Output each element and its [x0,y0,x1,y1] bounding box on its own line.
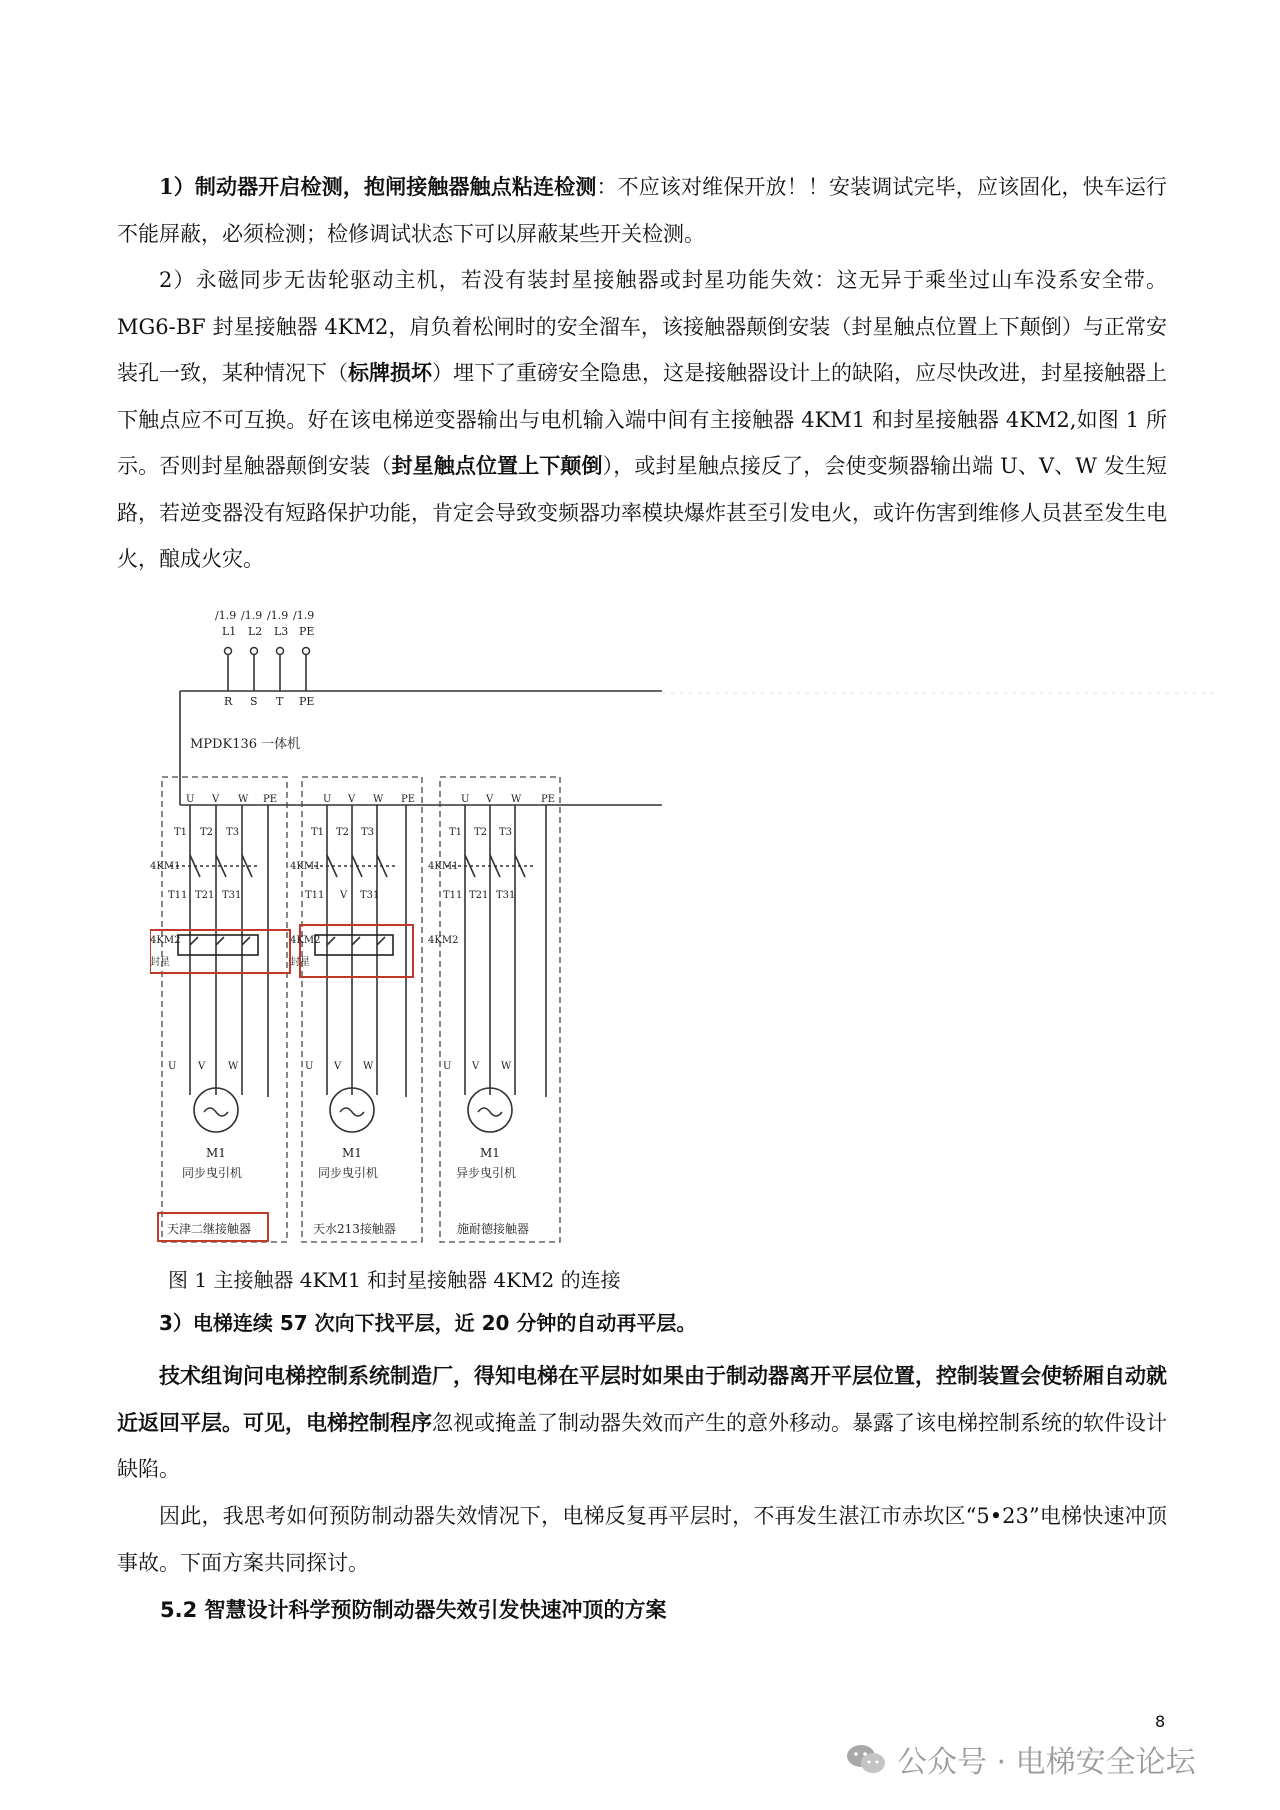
circuit-figure [150,605,1225,1255]
ref-pe: /1.9 [293,609,315,622]
term-t: T [276,695,284,708]
s3-mv: V [472,1061,480,1072]
p4-bold: 技术组询问电梯控制系统制造厂，得知电梯在平层时如果由于制动器离开平层位置，控制装置会使轿厢自动就近返回平层。可见，电梯控制程序 [117,1363,1167,1435]
p2-text-c: ）埋下了重磅安全隐患，这是接触器设计上的缺陷，应尽快改进，封星接触器上下触点应不可互换。好在该电梯逆变器输出与电机输入端中间有主接触器 4KM1 和封星接触器 4KM2,如图 1 所示。否则封星触器颠倒安装（ [117,361,1167,478]
p2-text-e: ），或封星触点接反了，会使变频器输出端 U、V、W 发生短路，若逆变器没有短路保护功能，肯定会导致变频器功率模块爆炸甚至引发电火，或许伤害到维修人员甚至发生电火，酿成火灾。 [117,454,1168,571]
s1-w: W [238,794,249,805]
s2-mu: U [305,1061,314,1072]
s3-mw: W [501,1061,512,1072]
p2-bold-b: 标牌损坏 [348,360,432,385]
watermark-text: 公众号 · 电梯安全论坛 [897,1745,1196,1780]
term-s: S [250,695,258,708]
s3-t3: T3 [499,827,513,838]
s3-mu: U [443,1061,452,1072]
term-pe-b: PE [299,695,315,708]
s3-motor: M1 [480,1146,500,1160]
term-l2: L2 [248,625,263,638]
p1-bold: 1）制动器开启检测，抱闸接触器触点粘连检测 [159,174,597,199]
s2-motor: M1 [342,1146,362,1160]
s1-u: U [186,794,195,805]
term-l1: L1 [222,625,237,638]
s2-t31: T31 [360,890,380,901]
s2-u: U [323,794,332,805]
p4-rest: 忽视或掩盖了制动器失效而产生的意外移动。暴露了该电梯控制系统的软件设计缺陷。 [117,1410,1167,1481]
s1-pe: PE [263,794,278,805]
section-3 [428,777,560,1242]
s3-motor-type: 异步曳引机 [456,1166,517,1180]
unit-label: MPDK136 一体机 [190,737,301,752]
s1-t21: T21 [195,890,215,901]
paragraph-1 [117,164,1167,257]
ref-l1: /1.9 [215,609,237,622]
term-l3: L3 [274,625,289,638]
ref-l2: /1.9 [241,609,263,622]
s3-w: W [511,794,522,805]
s2-km1: 4KM1 [290,861,321,872]
s1-motor: M1 [206,1146,226,1160]
s2-motor-type: 同步曳引机 [318,1166,379,1180]
s1-footer: 天津二继接触器 [167,1222,252,1236]
s2-km2: 4KM2 [290,935,321,946]
s2-mw: W [363,1061,374,1072]
s2-w: W [373,794,384,805]
s3-km1: 4KM1 [428,861,459,872]
s1-t1: T1 [174,827,188,838]
s2-t11: T11 [305,890,325,901]
s1-t31: T31 [222,890,242,901]
ref-l3: /1.9 [267,609,289,622]
s2-pe: PE [401,794,416,805]
s3-t2: T2 [474,827,488,838]
s2-v2: V [340,890,348,901]
s1-km2: 4KM2 [150,935,181,946]
section-heading: 5.2 智慧设计科学预防制动器失效引发快速冲顶的方案 [160,1598,667,1622]
s3-t31: T31 [496,890,516,901]
s1-t2: T2 [200,827,214,838]
s3-footer: 施耐德接触器 [457,1222,530,1236]
s2-t2: T2 [336,827,350,838]
section-2 [290,777,422,1242]
p2-bold-d: 封星触点位置上下颠倒 [391,453,603,478]
page-number: 8 [1155,1712,1166,1731]
s1-v: V [212,794,220,805]
watermark [845,1737,1196,1781]
s2-t3: T3 [361,827,375,838]
s3-pe: PE [541,794,556,805]
s2-v: V [348,794,356,805]
paragraph-4 [117,1353,1167,1493]
s1-t11: T11 [168,890,188,901]
s2-mv: V [334,1061,342,1072]
term-pe: PE [299,625,315,638]
s1-seal: 封星 [150,957,170,968]
s3-t21: T21 [469,890,489,901]
s1-t3: T3 [226,827,240,838]
section-1 [150,777,290,1242]
s1-km1: 4KM1 [150,861,181,872]
paragraph-2 [117,257,1167,583]
s2-t1: T1 [311,827,325,838]
s1-mu: U [168,1061,177,1072]
p2-text-a: 2）永磁同步无齿轮驱动主机，若没有装封星接触器或封星功能失效：这无异于乘坐过山车没系安全带。MG6-BF 封星接触器 4KM2，肩负着松闸时的安全溜车，该接触器颠倒安装（封星触点位置上下颠倒）与正常安装孔一致，某种情况下（ [117,268,1167,385]
s2-footer: 天水213接触器 [313,1222,396,1236]
s3-v: V [486,794,494,805]
paragraph-5: 因此，我思考如何预防制动器失效情况下，电梯反复再平层时，不再发生湛江市赤坎区“5•23”电梯快速冲顶事故。下面方案共同探讨。 [117,1504,1167,1575]
figure-caption: 图 1 主接触器 4KM1 和封星接触器 4KM2 的连接 [168,1268,621,1292]
p1-rest: ：不应该对维保开放！！安装调试完毕，应该固化，快车运行不能屏蔽，必须检测；检修调试状态下可以屏蔽某些开关检测。 [117,175,1167,246]
paragraph-3: 3）电梯连续 57 次向下找平层，近 20 分钟的自动再平层。 [159,1311,697,1335]
s3-t1: T1 [449,827,463,838]
wechat-icon [845,1742,887,1776]
s3-km2: 4KM2 [428,935,459,946]
s1-mv: V [198,1061,206,1072]
s3-u: U [461,794,470,805]
s1-motor-type: 同步曳引机 [182,1166,243,1180]
s2-seal: 封星 [290,957,310,968]
s1-mw: W [228,1061,239,1072]
term-r: R [224,695,233,708]
s3-t11: T11 [443,890,463,901]
